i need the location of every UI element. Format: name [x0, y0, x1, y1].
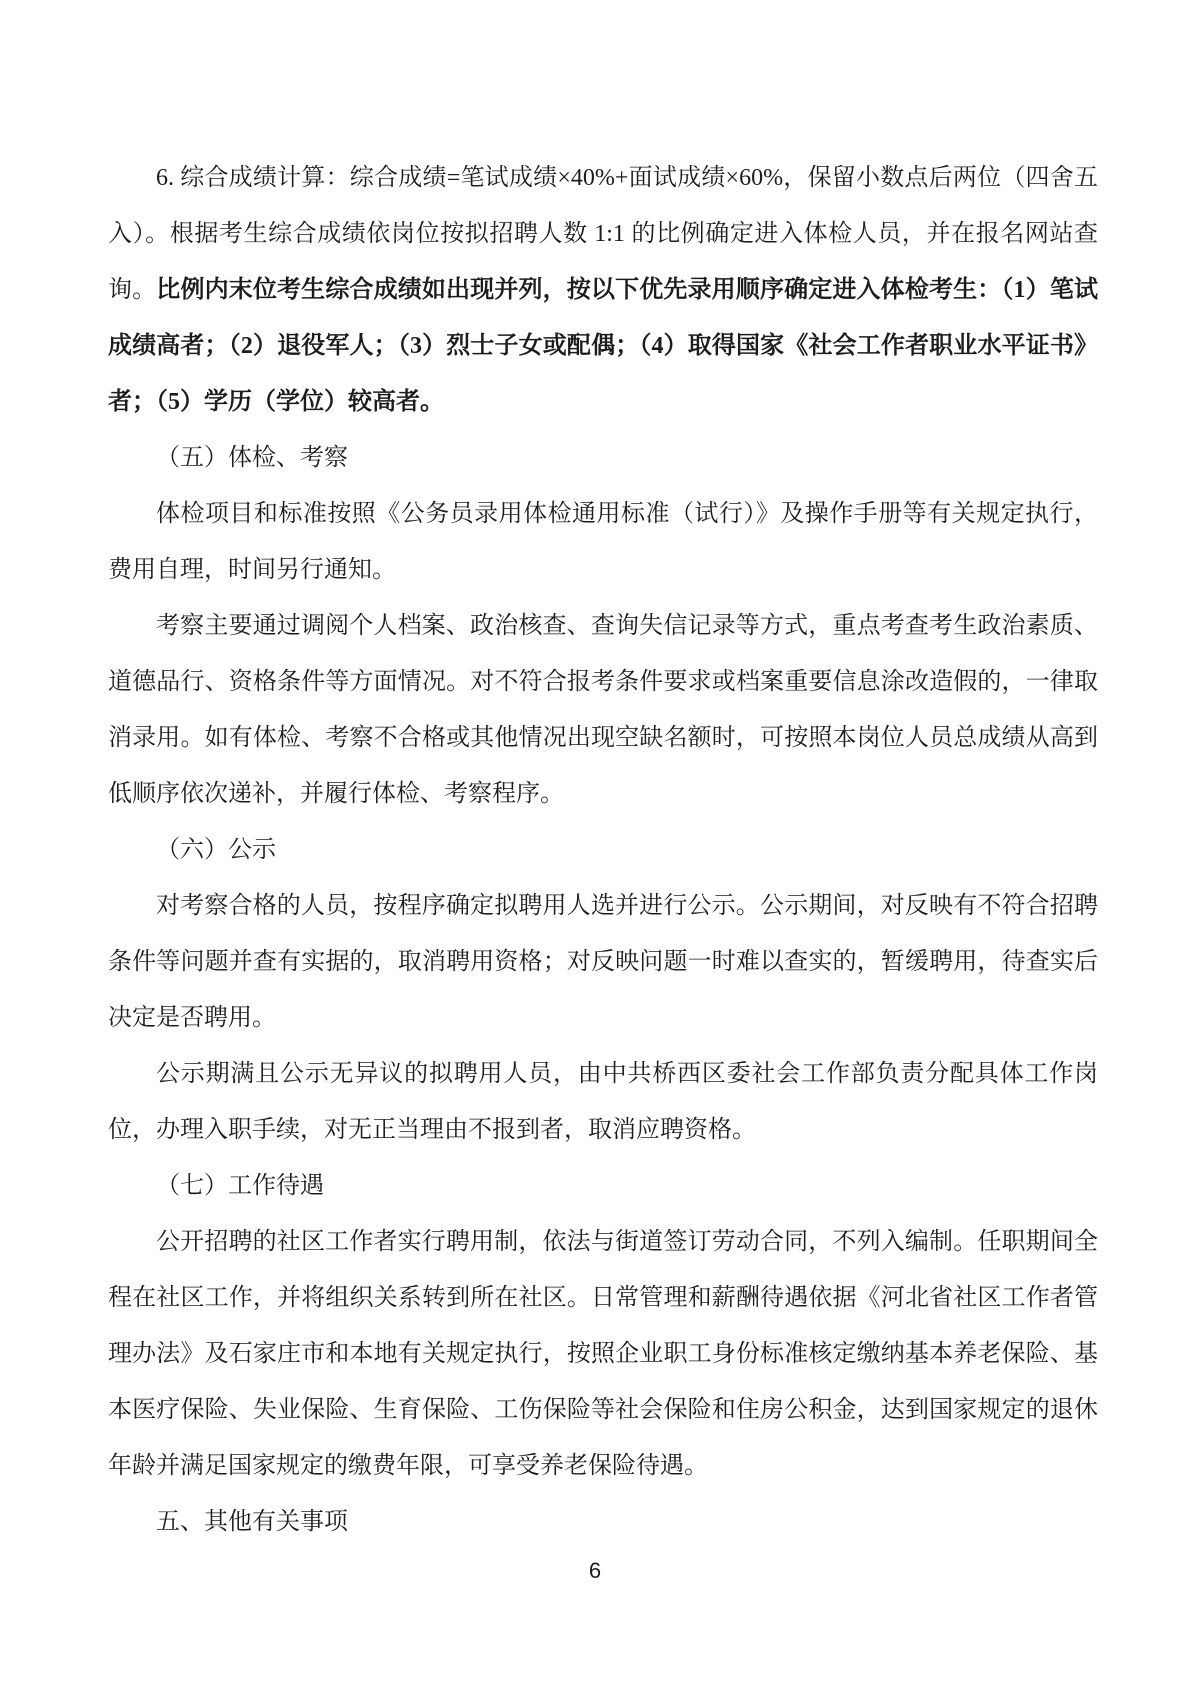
section-heading-work-treatment: （七）工作待遇 — [156, 1173, 324, 1199]
paragraph-publicity-rules: 对考察合格的人员，按程序确定拟聘用人选并进行公示。公示期间，对反映有不符合招聘条件等问题并查有实据的，取消聘用资格；对反映问题一时难以查实的，暂缓聘用，待查实后决定是否聘用。 — [108, 893, 1098, 1031]
paragraph-inspection: 考察主要通过调阅个人档案、政治核查、查询失信记录等方式，重点考查考生政治素质、道德品行、资格条件等方面情况。对不符合报考条件要求或档案重要信息涂改造假的，一律取消录用。如有体检、考察不合格或其他情况出现空缺名额时，可按照本岗位人员总成绩从高到低顺序依次递补，并履行体检、考察程序。 — [108, 613, 1098, 807]
paragraph-publicity-assignment: 公示期满且公示无异议的拟聘用人员，由中共桥西区委社会工作部负责分配具体工作岗位，办理入职手续，对无正当理由不报到者，取消应聘资格。 — [108, 1061, 1098, 1143]
paragraph-physical-exam: 体检项目和标准按照《公务员录用体检通用标准（试行）》及操作手册等有关规定执行，费用自理，时间另行通知。 — [108, 501, 1098, 583]
paragraph-composite-score — [108, 150, 1098, 430]
document-body — [108, 150, 1098, 1550]
section-heading-publicity: （六）公示 — [156, 837, 276, 863]
paragraph-work-treatment: 公开招聘的社区工作者实行聘用制，依法与街道签订劳动合同，不列入编制。任职期间全程在社区工作，并将组织关系转到所在社区。日常管理和薪酬待遇依据《河北省社区工作者管理办法》及石家庄市和本地有关规定执行，按照企业职工身份标准核定缴纳基本养老保险、基本医疗保险、失业保险、生育保险、工伤保险等社会保险和住房公积金，达到国家规定的退休年龄并满足国家规定的缴费年限，可享受养老保险待遇。 — [108, 1229, 1098, 1479]
tie-break-priority-text: 比例内末位考生综合成绩如出现并列，按以下优先录用顺序确定进入体检考生：（1）笔试成绩高者；（2）退役军人；（3）烈士子女或配偶；（4）取得国家《社会工作者职业水平证书》者；（5）学历（学位）较高者。 — [108, 277, 1099, 415]
section-heading-other-matters: 五、其他有关事项 — [156, 1509, 348, 1535]
page-number: 6 — [588, 1558, 602, 1583]
section-heading-physical-exam: （五）体检、考察 — [156, 445, 348, 471]
composite-score-text: 6. 综合成绩计算：综合成绩=笔试成绩×40%+面试成绩×60%，保留小数点后两位（四舍五入）。根据考生综合成绩依岗位按拟招聘人数 1:1 的比例确定进入体检人员，并在报名网站查询。 — [108, 165, 1098, 303]
